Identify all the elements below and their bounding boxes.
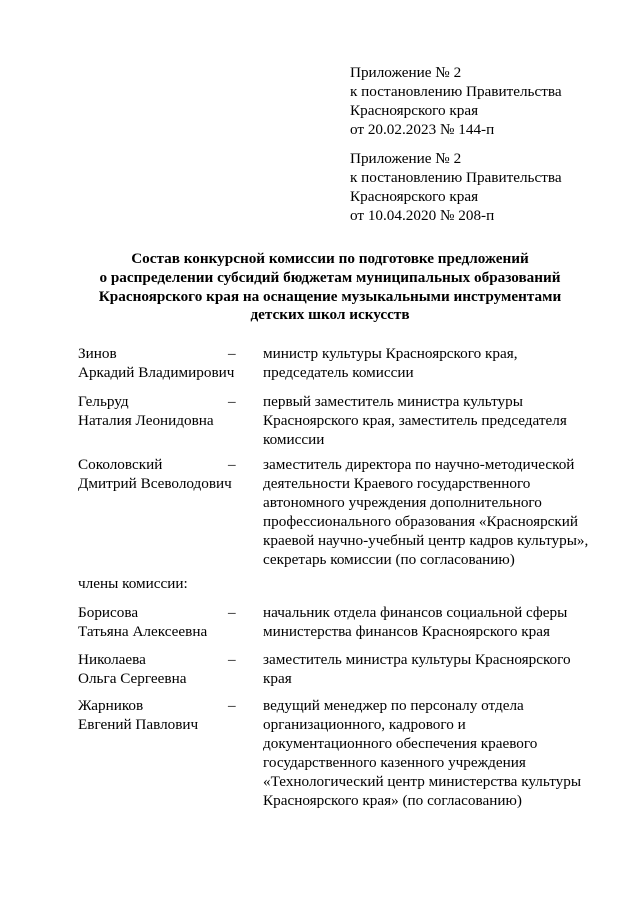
role-line: профессионального образования «Красноярский [263, 513, 579, 530]
members-label: члены комиссии: [78, 575, 188, 592]
dash-separator: – [228, 393, 236, 410]
appendix-line: Красноярского края [350, 102, 479, 119]
dash-separator: – [228, 697, 236, 714]
role-line: Красноярского края» (по согласованию) [263, 792, 522, 809]
member-name [78, 455, 232, 493]
dash-separator: – [228, 604, 236, 621]
role-line: организационного, кадрового и [263, 716, 466, 733]
role-line: документационного обеспечения краевого [263, 735, 538, 752]
role-line: автономного учреждения дополнительного [263, 494, 542, 511]
appendix-line: Приложение № 2 [350, 150, 462, 167]
member-given-name: Татьяна Алексеевна [78, 623, 208, 640]
role-line: начальник отдела финансов социальной сферы [263, 604, 568, 621]
appendix-line: от 10.04.2020 № 208-п [350, 207, 495, 224]
dash-separator: – [228, 345, 236, 362]
member-surname: Жарников [78, 697, 144, 714]
role-line: председатель комиссии [263, 364, 414, 381]
role-line: министерства финансов Красноярского края [263, 623, 550, 640]
member-surname: Борисова [78, 604, 139, 621]
member-surname: Гельруд [78, 393, 129, 410]
appendix-header-original [350, 149, 620, 225]
role-line: краевой научно-учебный центр кадров культуры», [263, 532, 589, 549]
member-given-name: Аркадий Владимирович [78, 364, 235, 381]
member-role [263, 696, 603, 810]
member-role [263, 603, 603, 641]
title-line: о распределении субсидий бюджетам муниципальных образований [99, 268, 561, 286]
appendix-line: Красноярского края [350, 188, 479, 205]
member-name [78, 696, 228, 734]
member-role [263, 392, 603, 449]
role-line: «Технологический центр министерства культуры [263, 773, 582, 790]
role-line: первый заместитель министра культуры [263, 393, 523, 410]
member-surname: Николаева [78, 651, 146, 668]
member-role [263, 650, 603, 688]
role-line: ведущий менеджер по персоналу отдела [263, 697, 524, 714]
role-line: секретарь комиссии (по согласованию) [263, 551, 515, 568]
member-surname: Зинов [78, 345, 117, 362]
role-line: заместитель министра культуры Красноярского [263, 651, 571, 668]
role-line: министр культуры Красноярского края, [263, 345, 518, 362]
appendix-line: к постановлению Правительства [350, 83, 562, 100]
title-line: детских школ искусств [250, 306, 410, 324]
appendix-header-current [350, 63, 620, 139]
member-role [263, 344, 603, 382]
dash-separator: – [228, 651, 236, 668]
role-line: края [263, 670, 292, 687]
appendix-line: Приложение № 2 [350, 64, 462, 81]
member-given-name: Дмитрий Всеволодович [78, 475, 232, 492]
title-line: Состав конкурсной комиссии по подготовке предложений [131, 250, 529, 267]
appendix-line: от 20.02.2023 № 144-п [350, 121, 495, 138]
member-name [78, 603, 228, 641]
dash-separator: – [228, 456, 236, 473]
member-role [263, 455, 603, 569]
member-name [78, 344, 235, 382]
title-line: Красноярского края на оснащение музыкальными инструментами [98, 287, 562, 305]
role-line: заместитель директора по научно-методической [263, 456, 575, 473]
member-surname: Соколовский [78, 456, 163, 473]
member-given-name: Наталия Леонидовна [78, 412, 214, 429]
member-given-name: Евгений Павлович [78, 716, 199, 733]
role-line: деятельности Краевого государственного [263, 475, 531, 492]
member-name [78, 650, 228, 688]
appendix-line: к постановлению Правительства [350, 169, 562, 186]
role-line: государственного казенного учреждения [263, 754, 526, 771]
member-name [78, 392, 228, 430]
role-line: Красноярского края, заместитель председателя [263, 412, 567, 429]
document-title [60, 250, 600, 325]
member-given-name: Ольга Сергеевна [78, 670, 187, 687]
role-line: комиссии [263, 431, 325, 448]
